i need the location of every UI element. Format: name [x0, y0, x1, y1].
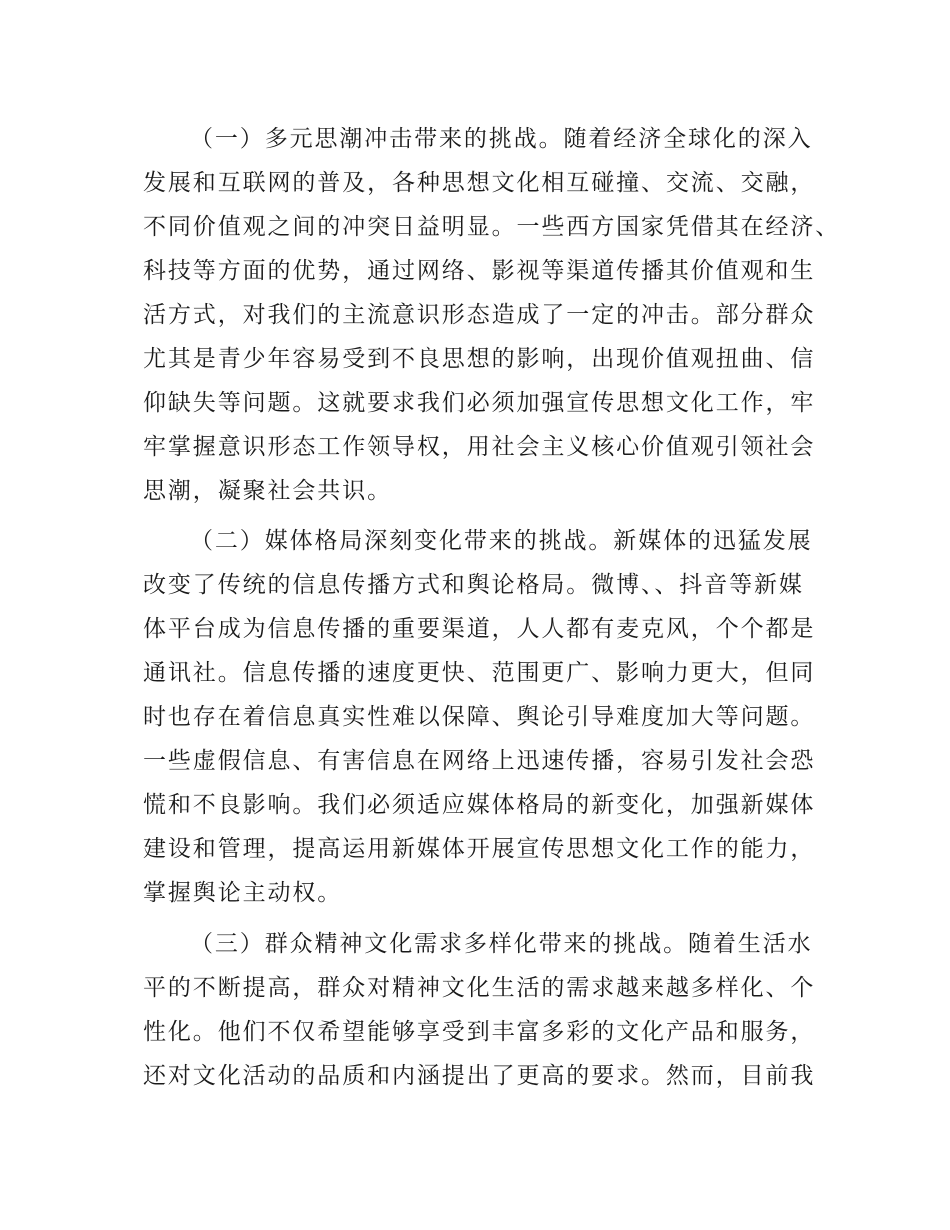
text-line: 思潮，凝聚社会共识。 — [143, 478, 392, 504]
text-line: 一些虚假信息、有害信息在网络上迅速传播，容易引发社会恐 — [143, 748, 816, 774]
text-line: 掌握舆论主动权。 — [143, 880, 343, 906]
text-line: （二）媒体格局深刻变化带来的挑战。新媒体的迅猛发展 — [190, 528, 813, 554]
text-line: 仰缺失等问题。这就要求我们必须加强宣传思想文化工作，牢 — [143, 390, 816, 416]
text-line: 建设和管理，提高运用新媒体开展宣传思想文化工作的能力， — [143, 836, 816, 862]
text-line: 性化。他们不仅希望能够享受到丰富多彩的文化产品和服务， — [143, 1019, 816, 1045]
text-line: （一）多元思潮冲击带来的挑战。随着经济全球化的深入 — [190, 126, 813, 152]
text-line: 改变了传统的信息传播方式和舆论格局。微博、、抖音等新媒 — [143, 572, 804, 598]
text-line: 牢掌握意识形态工作领导权，用社会主义核心价值观引领社会 — [143, 434, 816, 460]
text-line: 不同价值观之间的冲突日益明显。一些西方国家凭借其在经济、 — [143, 214, 841, 240]
text-line: 发展和互联网的普及，各种思想文化相互碰撞、交流、交融， — [143, 170, 816, 196]
text-line: 时也存在着信息真实性难以保障、舆论引导难度加大等问题。 — [143, 704, 816, 730]
text-line: 活方式，对我们的主流意识形态造成了一定的冲击。部分群众 — [143, 302, 816, 328]
text-line: （三）群众精神文化需求多样化带来的挑战。随着生活水 — [190, 931, 813, 957]
text-line: 慌和不良影响。我们必须适应媒体格局的新变化，加强新媒体 — [143, 792, 816, 818]
text-line: 科技等方面的优势，通过网络、影视等渠道传播其价值观和生 — [143, 258, 816, 284]
text-line: 通讯社。信息传播的速度更快、范围更广、影响力更大，但同 — [143, 660, 816, 686]
text-line: 平的不断提高，群众对精神文化生活的需求越来越多样化、个 — [143, 975, 816, 1001]
text-line: 尤其是青少年容易受到不良思想的影响，出现价值观扭曲、信 — [143, 346, 816, 372]
text-line: 还对文化活动的品质和内涵提出了更高的要求。然而，目前我 — [143, 1063, 816, 1089]
text-line: 体平台成为信息传播的重要渠道，人人都有麦克风，个个都是 — [143, 616, 816, 642]
